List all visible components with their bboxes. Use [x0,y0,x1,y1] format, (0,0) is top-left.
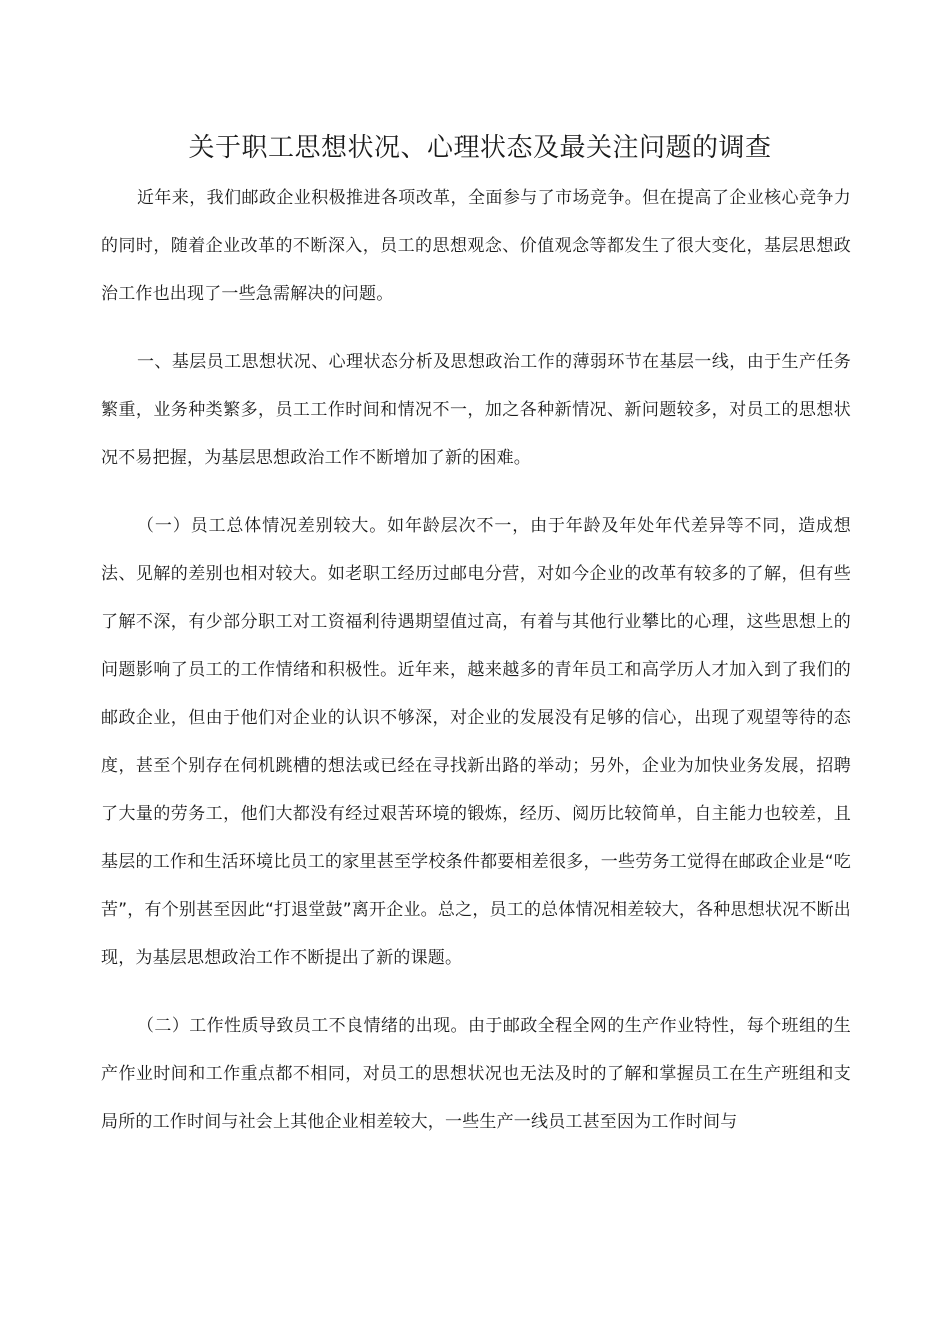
paragraph-subsection-two: （二）工作性质导致员工不良情绪的出现。由于邮政全程全网的生产作业特性，每个班组的生产作业时间和工作重点都不相同，对员工的思想状况也无法及时的了解和掌握员工在生产班组和支局所的工作时间与社会上其他企业相差较大，一些生产一线员工甚至因为工作时间与 [101,1016,851,1132]
paragraph-section-one: 一、基层员工思想状况、心理状态分析及思想政治工作的薄弱环节在基层一线，由于生产任务繁重，业务种类繁多，员工工作时间和情况不一，加之各种新情况、新问题较多，对员工的思想状况不易把握，为基层思想政治工作不断增加了新的困难。 [101,352,851,468]
document-title: 关于职工思想状况、心理状态及最关注问题的调查 [188,133,772,163]
document-body [101,174,851,1146]
paragraph-subsection-one: （一）员工总体情况差别较大。如年龄层次不一，由于年龄及年处年代差异等不同，造成想法、见解的差别也相对较大。如老职工经历过邮电分营，对如今企业的改革有较多的了解，但有些了解不深，有少部分职工对工资福利待遇期望值过高，有着与其他行业攀比的心理，这些思想上的问题影响了员工的工作情绪和积极性。近年来，越来越多的青年员工和高学历人才加入到了我们的邮政企业，但由于他们对企业的认识不够深，对企业的发展没有足够的信心，出现了观望等待的态度，甚至个别存在伺机跳槽的想法或已经在寻找新出路的举动；另外，企业为加快业务发展，招聘了大量的劳务工，他们大都没有经过艰苦环境的锻炼，经历、阅历比较简单，自主能力也较差，且基层的工作和生活环境比员工的家里甚至学校条件都要相差很多，一些劳务工觉得在邮政企业是“吃苦”，有个别甚至因此“打退堂鼓”离开企业。总之，员工的总体情况相差较大，各种思想状况不断出现，为基层思想政治工作不断提出了新的课题。 [101,516,851,968]
paragraph-intro: 近年来，我们邮政企业积极推进各项改革，全面参与了市场竞争。但在提高了企业核心竞争力的同时，随着企业改革的不断深入，员工的思想观念、价值观念等都发生了很大变化，基层思想政治工作也出现了一些急需解决的问题。 [101,188,851,304]
